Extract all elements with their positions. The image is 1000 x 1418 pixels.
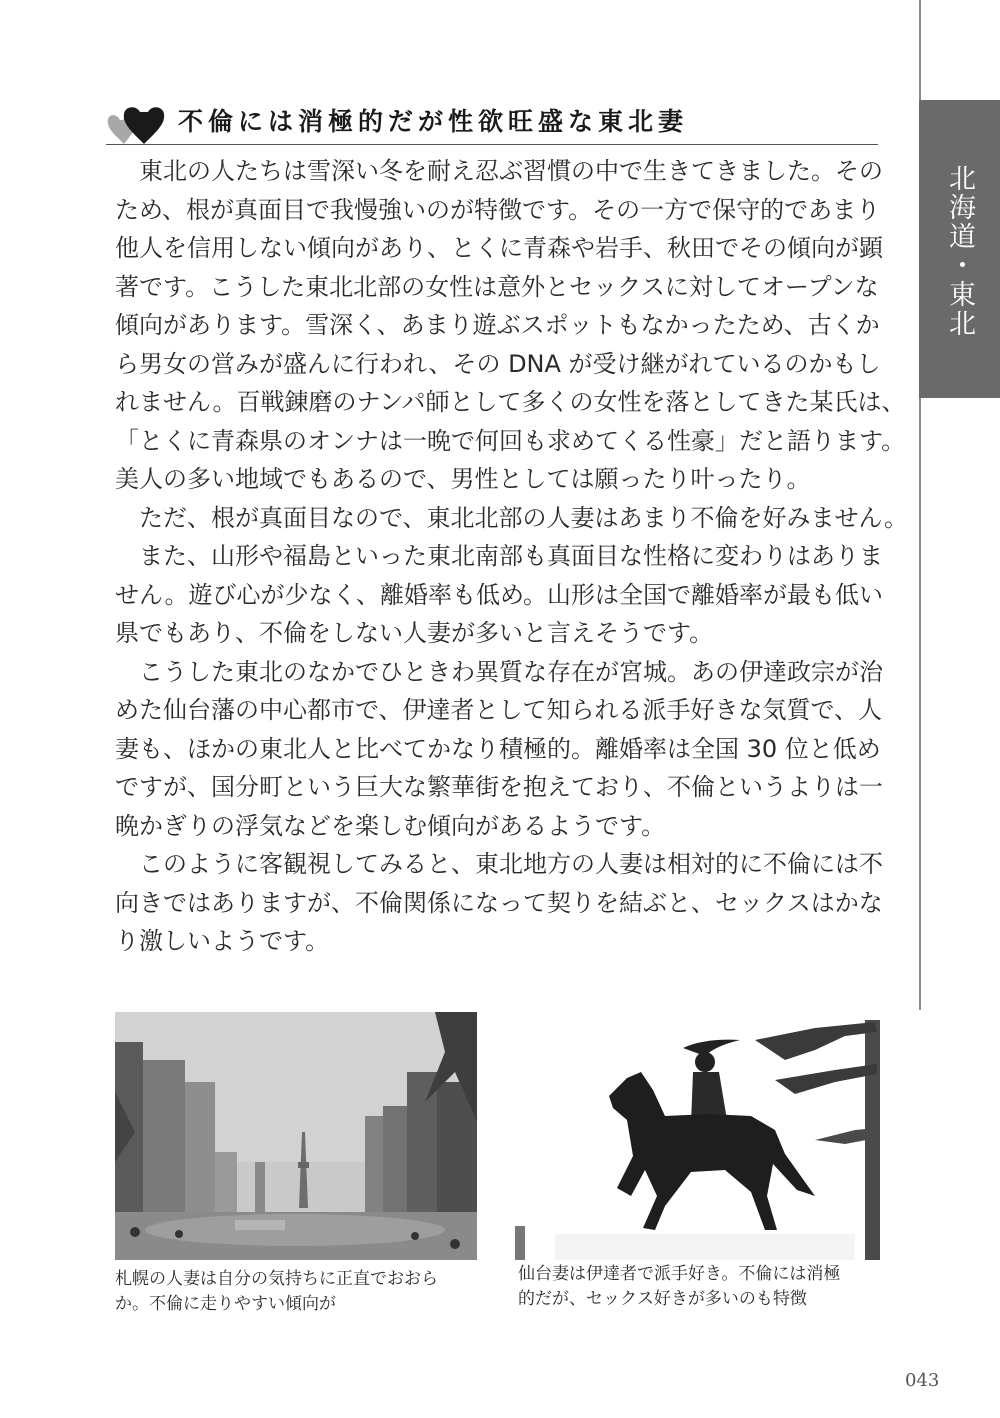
photo-caption-left — [115, 1267, 485, 1317]
body-line: 向きではありますが、不倫関係になって契りを結ぶと、セックスはかな — [115, 888, 883, 917]
date-masamune-statue-photo — [515, 1020, 880, 1260]
body-line: 著です。こうした東北北部の女性は意外とセックスに対してオープンな — [115, 272, 879, 301]
body-line: 妻も、ほかの東北人と比べてかなり積極的。離婚率は全国 30 位と低め — [115, 734, 881, 763]
photo-caption-right — [518, 1262, 888, 1312]
article-body — [115, 152, 908, 961]
body-line: めた仙台藩の中心都市で、伊達者として知られる派手好きな気質で、人 — [115, 696, 883, 724]
body-line: ただ、根が真面目なので、東北北部の人妻はあまり不倫を好みません。 — [115, 503, 908, 532]
page-number: 043 — [905, 1370, 940, 1391]
body-line: 晩かぎりの浮気などを楽しむ傾向があるようです。 — [115, 811, 666, 840]
caption-line: 仙台妻は伊達者で派手好き。不倫には消極 — [518, 1264, 841, 1284]
heading-rule — [106, 144, 878, 145]
body-line: このように客観視してみると、東北地方の人妻は相対的に不倫には不 — [115, 850, 883, 878]
sapporo-park-photo — [115, 1012, 477, 1260]
caption-line: か。不倫に走りやすい傾向が — [115, 1294, 336, 1314]
body-line: 他人を信用しない傾向があり、とくに青森や岩手、秋田でその傾向が顕 — [115, 234, 883, 262]
section-heading: 不倫には消極的だが性欲旺盛な東北妻 — [178, 107, 689, 136]
caption-line: 的だが、セックス好きが多いのも特徴 — [518, 1289, 807, 1309]
caption-line: 札幌の人妻は自分の気持ちに正直でおおら — [115, 1269, 438, 1289]
body-line: ら男女の営みが盛んに行われ、その DNA が受け継がれているのかもし — [115, 349, 881, 378]
body-line: り激しいようです。 — [115, 927, 330, 955]
body-line: 美人の多い地域でもあるので、男性としては願ったり叶ったり。 — [115, 465, 811, 493]
body-line: れません。百戦錬磨のナンパ師として多くの女性を落としてきた某氏は、 — [115, 388, 906, 416]
body-line: 東北の人たちは雪深い冬を耐え忍ぶ習慣の中で生きてきました。その — [115, 157, 883, 185]
chapter-tab-label: 北海道・東北 — [944, 164, 975, 338]
chapter-tab — [919, 100, 1000, 398]
body-line: こうした東北のなかでひときわ異質な存在が宮城。あの伊達政宗が治 — [115, 657, 883, 686]
body-line: せん。遊び心が少なく、離婚率も低め。山形は全国で離婚率が最も低い — [115, 580, 883, 609]
body-line: 「とくに青森県のオンナは一晩で何回も求めてくる性豪」だと語ります。 — [115, 426, 906, 455]
body-line: また、山形や福島といった東北南部も真面目な性格に変わりはありま — [115, 542, 883, 570]
body-line: 県でもあり、不倫をしない人妻が多いと言えそうです。 — [115, 619, 714, 647]
body-line: ですが、国分町という巨大な繁華街を抱えており、不倫というよりは一 — [115, 773, 883, 801]
hearts-icon — [106, 104, 166, 148]
body-line: 傾向があります。雪深く、あまり遊ぶスポットもなかったため、古くか — [115, 311, 880, 339]
body-line: ため、根が真面目で我慢強いのが特徴です。その一方で保守的であまり — [115, 195, 881, 224]
